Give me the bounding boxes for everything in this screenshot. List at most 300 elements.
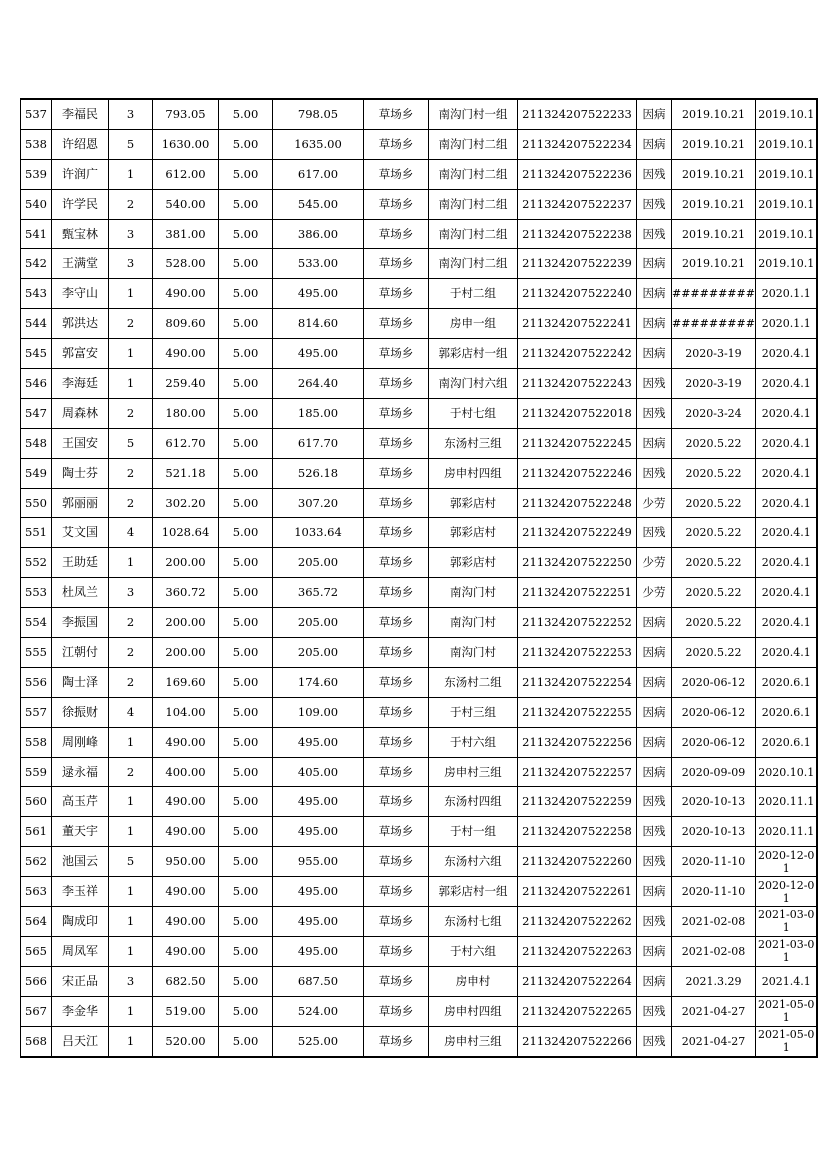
reason-cell: 因残	[637, 787, 672, 817]
township-cell: 草场乡	[364, 428, 429, 458]
start-date-cell: 2021.3.29	[672, 966, 756, 996]
total-cell: 533.00	[273, 249, 364, 279]
amount-cell: 520.00	[153, 1026, 219, 1056]
reason-cell: 因残	[637, 847, 672, 877]
household-size-cell: 1	[109, 1026, 153, 1056]
effective-date-cell: 2020.4.1	[755, 458, 817, 488]
amount-cell: 200.00	[153, 548, 219, 578]
serial-cell: 546	[21, 369, 52, 399]
effective-date-cell: 2020-12-01	[755, 877, 817, 907]
table-row	[21, 608, 818, 638]
reason-cell: 因残	[637, 398, 672, 428]
household-size-cell: 5	[109, 129, 153, 159]
household-size-cell: 1	[109, 996, 153, 1026]
table-row	[21, 936, 818, 966]
amount-cell: 809.60	[153, 309, 219, 339]
household-size-cell: 4	[109, 697, 153, 727]
total-cell: 525.00	[273, 1026, 364, 1056]
start-date-cell: 2021-04-27	[672, 996, 756, 1026]
name-cell: 李振国	[52, 608, 109, 638]
amount-cell: 381.00	[153, 219, 219, 249]
township-cell: 草场乡	[364, 189, 429, 219]
start-date-cell: 2019.10.21	[672, 129, 756, 159]
effective-date-cell: 2020.4.1	[755, 398, 817, 428]
village-cell: 南沟门村二组	[429, 219, 518, 249]
id-cell: 211324207522233	[518, 99, 637, 129]
village-cell: 于村一组	[429, 817, 518, 847]
table-row	[21, 428, 818, 458]
serial-cell: 562	[21, 847, 52, 877]
household-size-cell: 1	[109, 548, 153, 578]
amount-cell: 302.20	[153, 488, 219, 518]
township-cell: 草场乡	[364, 996, 429, 1026]
serial-cell: 561	[21, 817, 52, 847]
reason-cell: 因病	[637, 667, 672, 697]
household-size-cell: 2	[109, 189, 153, 219]
table-row	[21, 129, 818, 159]
extra-cell: 5.00	[219, 727, 273, 757]
id-cell: 211324207522259	[518, 787, 637, 817]
start-date-cell: 2019.10.21	[672, 249, 756, 279]
start-date-cell: 2020.5.22	[672, 638, 756, 668]
township-cell: 草场乡	[364, 697, 429, 727]
township-cell: 草场乡	[364, 757, 429, 787]
village-cell: 房申村三组	[429, 757, 518, 787]
extra-cell: 5.00	[219, 458, 273, 488]
name-cell: 许绍恩	[52, 129, 109, 159]
name-cell: 李金华	[52, 996, 109, 1026]
village-cell: 东汤村二组	[429, 667, 518, 697]
start-date-cell: 2020-06-12	[672, 667, 756, 697]
township-cell: 草场乡	[364, 159, 429, 189]
amount-cell: 490.00	[153, 727, 219, 757]
total-cell: 1635.00	[273, 129, 364, 159]
township-cell: 草场乡	[364, 727, 429, 757]
township-cell: 草场乡	[364, 279, 429, 309]
total-cell: 617.70	[273, 428, 364, 458]
id-cell: 211324207522255	[518, 697, 637, 727]
township-cell: 草场乡	[364, 518, 429, 548]
reason-cell: 因残	[637, 189, 672, 219]
household-size-cell: 3	[109, 966, 153, 996]
start-date-cell: 2020.5.22	[672, 518, 756, 548]
village-cell: 房申村	[429, 966, 518, 996]
household-size-cell: 2	[109, 398, 153, 428]
table-row	[21, 667, 818, 697]
township-cell: 草场乡	[364, 309, 429, 339]
id-cell: 211324207522252	[518, 608, 637, 638]
name-cell: 陶成印	[52, 907, 109, 937]
id-cell: 211324207522263	[518, 936, 637, 966]
name-cell: 徐振财	[52, 697, 109, 727]
serial-cell: 554	[21, 608, 52, 638]
effective-date-cell: 2019.10.1	[755, 159, 817, 189]
township-cell: 草场乡	[364, 1026, 429, 1056]
serial-cell: 537	[21, 99, 52, 129]
effective-date-cell: 2019.10.1	[755, 249, 817, 279]
amount-cell: 360.72	[153, 578, 219, 608]
village-cell: 南沟门村六组	[429, 369, 518, 399]
start-date-cell: 2020-3-19	[672, 339, 756, 369]
reason-cell: 因残	[637, 458, 672, 488]
name-cell: 逯永福	[52, 757, 109, 787]
household-size-cell: 1	[109, 787, 153, 817]
id-cell: 211324207522251	[518, 578, 637, 608]
amount-cell: 950.00	[153, 847, 219, 877]
extra-cell: 5.00	[219, 548, 273, 578]
start-date-cell: 2020.5.22	[672, 458, 756, 488]
reason-cell: 因病	[637, 757, 672, 787]
table-row	[21, 907, 818, 937]
village-cell: 郭彩店村	[429, 488, 518, 518]
serial-cell: 563	[21, 877, 52, 907]
amount-cell: 104.00	[153, 697, 219, 727]
name-cell: 江朝付	[52, 638, 109, 668]
serial-cell: 538	[21, 129, 52, 159]
start-date-cell: 2019.10.21	[672, 189, 756, 219]
effective-date-cell: 2020.4.1	[755, 369, 817, 399]
start-date-cell: #########	[672, 309, 756, 339]
reason-cell: 因残	[637, 518, 672, 548]
start-date-cell: 2020-10-13	[672, 817, 756, 847]
effective-date-cell: 2019.10.1	[755, 99, 817, 129]
table-row	[21, 339, 818, 369]
id-cell: 211324207522250	[518, 548, 637, 578]
table-row	[21, 249, 818, 279]
extra-cell: 5.00	[219, 129, 273, 159]
extra-cell: 5.00	[219, 518, 273, 548]
serial-cell: 545	[21, 339, 52, 369]
id-cell: 211324207522238	[518, 219, 637, 249]
id-cell: 211324207522245	[518, 428, 637, 458]
reason-cell: 因病	[637, 608, 672, 638]
name-cell: 周刚峰	[52, 727, 109, 757]
township-cell: 草场乡	[364, 369, 429, 399]
village-cell: 南沟门村一组	[429, 99, 518, 129]
start-date-cell: 2021-02-08	[672, 907, 756, 937]
name-cell: 郭洪达	[52, 309, 109, 339]
start-date-cell: 2020-11-10	[672, 877, 756, 907]
table-row	[21, 847, 818, 877]
total-cell: 495.00	[273, 877, 364, 907]
name-cell: 李玉祥	[52, 877, 109, 907]
township-cell: 草场乡	[364, 458, 429, 488]
name-cell: 许润广	[52, 159, 109, 189]
effective-date-cell: 2021-05-01	[755, 1026, 817, 1056]
table-row	[21, 996, 818, 1026]
effective-date-cell: 2020.4.1	[755, 608, 817, 638]
amount-cell: 490.00	[153, 936, 219, 966]
village-cell: 南沟门村二组	[429, 189, 518, 219]
total-cell: 524.00	[273, 996, 364, 1026]
serial-cell: 543	[21, 279, 52, 309]
township-cell: 草场乡	[364, 608, 429, 638]
amount-cell: 521.18	[153, 458, 219, 488]
table-row	[21, 638, 818, 668]
start-date-cell: 2020-3-24	[672, 398, 756, 428]
township-cell: 草场乡	[364, 638, 429, 668]
table-row	[21, 727, 818, 757]
start-date-cell: 2021-04-27	[672, 1026, 756, 1056]
amount-cell: 490.00	[153, 787, 219, 817]
extra-cell: 5.00	[219, 936, 273, 966]
household-size-cell: 2	[109, 638, 153, 668]
amount-cell: 612.00	[153, 159, 219, 189]
household-size-cell: 2	[109, 608, 153, 638]
id-cell: 211324207522261	[518, 877, 637, 907]
amount-cell: 612.70	[153, 428, 219, 458]
extra-cell: 5.00	[219, 369, 273, 399]
id-cell: 211324207522239	[518, 249, 637, 279]
id-cell: 211324207522256	[518, 727, 637, 757]
name-cell: 郭富安	[52, 339, 109, 369]
reason-cell: 因病	[637, 877, 672, 907]
reason-cell: 因病	[637, 936, 672, 966]
total-cell: 109.00	[273, 697, 364, 727]
effective-date-cell: 2021-03-01	[755, 907, 817, 937]
name-cell: 陶士泽	[52, 667, 109, 697]
amount-cell: 180.00	[153, 398, 219, 428]
start-date-cell: 2020.5.22	[672, 548, 756, 578]
village-cell: 郭彩店村	[429, 548, 518, 578]
serial-cell: 549	[21, 458, 52, 488]
extra-cell: 5.00	[219, 817, 273, 847]
household-size-cell: 1	[109, 936, 153, 966]
start-date-cell: 2020.5.22	[672, 608, 756, 638]
id-cell: 211324207522237	[518, 189, 637, 219]
effective-date-cell: 2020.6.1	[755, 727, 817, 757]
amount-cell: 259.40	[153, 369, 219, 399]
extra-cell: 5.00	[219, 877, 273, 907]
reason-cell: 因病	[637, 966, 672, 996]
table-row	[21, 518, 818, 548]
table-row	[21, 966, 818, 996]
village-cell: 南沟门村	[429, 638, 518, 668]
name-cell: 陶士芬	[52, 458, 109, 488]
household-size-cell: 1	[109, 727, 153, 757]
effective-date-cell: 2020.11.1	[755, 817, 817, 847]
start-date-cell: 2019.10.21	[672, 159, 756, 189]
township-cell: 草场乡	[364, 129, 429, 159]
total-cell: 495.00	[273, 907, 364, 937]
household-size-cell: 5	[109, 428, 153, 458]
serial-cell: 550	[21, 488, 52, 518]
village-cell: 房申村四组	[429, 996, 518, 1026]
name-cell: 艾文国	[52, 518, 109, 548]
table-row	[21, 548, 818, 578]
table-row	[21, 697, 818, 727]
household-size-cell: 1	[109, 877, 153, 907]
serial-cell: 566	[21, 966, 52, 996]
total-cell: 1033.64	[273, 518, 364, 548]
effective-date-cell: 2021-05-01	[755, 996, 817, 1026]
id-cell: 211324207522253	[518, 638, 637, 668]
extra-cell: 5.00	[219, 249, 273, 279]
household-size-cell: 2	[109, 309, 153, 339]
reason-cell: 少劳	[637, 578, 672, 608]
household-size-cell: 1	[109, 279, 153, 309]
total-cell: 205.00	[273, 608, 364, 638]
reason-cell: 因病	[637, 279, 672, 309]
village-cell: 东汤村三组	[429, 428, 518, 458]
extra-cell: 5.00	[219, 1026, 273, 1056]
reason-cell: 因病	[637, 309, 672, 339]
amount-cell: 169.60	[153, 667, 219, 697]
village-cell: 于村二组	[429, 279, 518, 309]
start-date-cell: 2020-06-12	[672, 727, 756, 757]
effective-date-cell: 2020.4.1	[755, 518, 817, 548]
start-date-cell: 2020-11-10	[672, 847, 756, 877]
extra-cell: 5.00	[219, 638, 273, 668]
extra-cell: 5.00	[219, 996, 273, 1026]
village-cell: 南沟门村二组	[429, 249, 518, 279]
table-row	[21, 219, 818, 249]
extra-cell: 5.00	[219, 608, 273, 638]
effective-date-cell: 2020.11.1	[755, 787, 817, 817]
name-cell: 许学民	[52, 189, 109, 219]
name-cell: 池国云	[52, 847, 109, 877]
id-cell: 211324207522254	[518, 667, 637, 697]
amount-cell: 400.00	[153, 757, 219, 787]
name-cell: 李海廷	[52, 369, 109, 399]
village-cell: 于村三组	[429, 697, 518, 727]
household-size-cell: 1	[109, 339, 153, 369]
total-cell: 185.00	[273, 398, 364, 428]
table-row	[21, 817, 818, 847]
village-cell: 于村七组	[429, 398, 518, 428]
total-cell: 405.00	[273, 757, 364, 787]
township-cell: 草场乡	[364, 667, 429, 697]
name-cell: 甄宝林	[52, 219, 109, 249]
id-cell: 211324207522234	[518, 129, 637, 159]
id-cell: 211324207522249	[518, 518, 637, 548]
extra-cell: 5.00	[219, 339, 273, 369]
total-cell: 814.60	[273, 309, 364, 339]
total-cell: 495.00	[273, 279, 364, 309]
reason-cell: 因病	[637, 638, 672, 668]
id-cell: 211324207522266	[518, 1026, 637, 1056]
extra-cell: 5.00	[219, 279, 273, 309]
table-row	[21, 877, 818, 907]
effective-date-cell: 2020.10.1	[755, 757, 817, 787]
amount-cell: 528.00	[153, 249, 219, 279]
village-cell: 郭彩店村一组	[429, 877, 518, 907]
township-cell: 草场乡	[364, 936, 429, 966]
village-cell: 南沟门村	[429, 578, 518, 608]
id-cell: 211324207522262	[518, 907, 637, 937]
serial-cell: 565	[21, 936, 52, 966]
amount-cell: 490.00	[153, 817, 219, 847]
name-cell: 高玉芹	[52, 787, 109, 817]
id-cell: 211324207522243	[518, 369, 637, 399]
name-cell: 李守山	[52, 279, 109, 309]
reason-cell: 因残	[637, 369, 672, 399]
start-date-cell: 2019.10.21	[672, 219, 756, 249]
extra-cell: 5.00	[219, 847, 273, 877]
household-size-cell: 5	[109, 847, 153, 877]
start-date-cell: 2020.5.22	[672, 428, 756, 458]
household-size-cell: 1	[109, 907, 153, 937]
serial-cell: 557	[21, 697, 52, 727]
serial-cell: 564	[21, 907, 52, 937]
extra-cell: 5.00	[219, 907, 273, 937]
township-cell: 草场乡	[364, 877, 429, 907]
reason-cell: 因病	[637, 99, 672, 129]
village-cell: 郭彩店村一组	[429, 339, 518, 369]
reason-cell: 少劳	[637, 548, 672, 578]
household-size-cell: 2	[109, 757, 153, 787]
total-cell: 545.00	[273, 189, 364, 219]
reason-cell: 少劳	[637, 488, 672, 518]
start-date-cell: 2020-10-13	[672, 787, 756, 817]
extra-cell: 5.00	[219, 578, 273, 608]
amount-cell: 200.00	[153, 608, 219, 638]
amount-cell: 1630.00	[153, 129, 219, 159]
name-cell: 吕天江	[52, 1026, 109, 1056]
name-cell: 郭丽丽	[52, 488, 109, 518]
id-cell: 211324207522241	[518, 309, 637, 339]
serial-cell: 548	[21, 428, 52, 458]
effective-date-cell: 2019.10.1	[755, 219, 817, 249]
reason-cell: 因病	[637, 339, 672, 369]
serial-cell: 541	[21, 219, 52, 249]
township-cell: 草场乡	[364, 219, 429, 249]
effective-date-cell: 2020.1.1	[755, 279, 817, 309]
name-cell: 李福民	[52, 99, 109, 129]
serial-cell: 555	[21, 638, 52, 668]
total-cell: 687.50	[273, 966, 364, 996]
household-size-cell: 2	[109, 458, 153, 488]
amount-cell: 1028.64	[153, 518, 219, 548]
village-cell: 东汤村四组	[429, 787, 518, 817]
reason-cell: 因残	[637, 907, 672, 937]
serial-cell: 556	[21, 667, 52, 697]
serial-cell: 568	[21, 1026, 52, 1056]
total-cell: 495.00	[273, 787, 364, 817]
start-date-cell: 2020-09-09	[672, 757, 756, 787]
id-cell: 211324207522240	[518, 279, 637, 309]
extra-cell: 5.00	[219, 787, 273, 817]
total-cell: 174.60	[273, 667, 364, 697]
household-size-cell: 3	[109, 99, 153, 129]
household-size-cell: 2	[109, 488, 153, 518]
serial-cell: 552	[21, 548, 52, 578]
household-size-cell: 1	[109, 369, 153, 399]
table-row	[21, 369, 818, 399]
serial-cell: 547	[21, 398, 52, 428]
amount-cell: 490.00	[153, 279, 219, 309]
data-table	[20, 98, 818, 1058]
effective-date-cell: 2021.4.1	[755, 966, 817, 996]
total-cell: 495.00	[273, 727, 364, 757]
household-size-cell: 4	[109, 518, 153, 548]
reason-cell: 因残	[637, 1026, 672, 1056]
household-size-cell: 3	[109, 219, 153, 249]
total-cell: 205.00	[273, 638, 364, 668]
extra-cell: 5.00	[219, 757, 273, 787]
name-cell: 杜凤兰	[52, 578, 109, 608]
total-cell: 495.00	[273, 936, 364, 966]
id-cell: 211324207522265	[518, 996, 637, 1026]
effective-date-cell: 2020.6.1	[755, 667, 817, 697]
amount-cell: 793.05	[153, 99, 219, 129]
extra-cell: 5.00	[219, 667, 273, 697]
id-cell: 211324207522242	[518, 339, 637, 369]
name-cell: 周森林	[52, 398, 109, 428]
village-cell: 南沟门村	[429, 608, 518, 638]
id-cell: 211324207522246	[518, 458, 637, 488]
total-cell: 798.05	[273, 99, 364, 129]
